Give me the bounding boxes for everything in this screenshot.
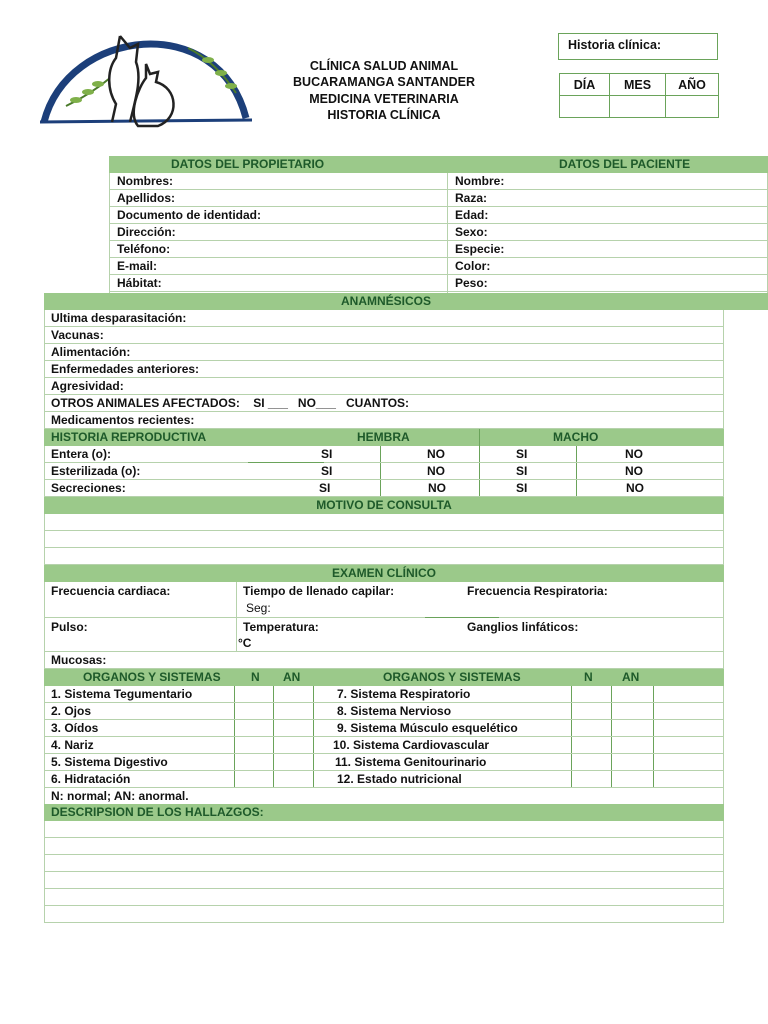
- anamnesis-row[interactable]: [44, 395, 724, 412]
- findings-header: [44, 804, 724, 821]
- anamnesis-row[interactable]: [44, 310, 724, 327]
- anamnesis-row[interactable]: [44, 412, 724, 429]
- previous-diseases-label: Enfermedades anteriores:: [51, 362, 200, 376]
- consult-line[interactable]: [44, 548, 724, 565]
- seconds-label: Seg:: [246, 601, 271, 615]
- female-intact-yes[interactable]: SI: [321, 447, 333, 461]
- last-deworming-label: Ultima desparasitación:: [51, 311, 187, 325]
- an-header-right: AN: [622, 670, 640, 684]
- n-header-right: N: [584, 670, 593, 684]
- female-secretions-yes[interactable]: SI: [319, 481, 331, 495]
- systems-row[interactable]: [44, 754, 724, 771]
- recent-medication-label: Medicamentos recientes:: [51, 413, 195, 427]
- exam-header: [44, 565, 724, 582]
- anamnesis-title: ANAMNÉSICOS: [340, 294, 431, 308]
- patient-field-age: Edad:: [455, 208, 489, 222]
- male-header: MACHO: [553, 430, 599, 444]
- clinic-name: CLÍNICA SALUD ANIMAL: [309, 59, 459, 73]
- lymph-nodes-label: Ganglios linfáticos:: [467, 620, 579, 634]
- date-table: [559, 73, 719, 118]
- female-header: HEMBRA: [357, 430, 410, 444]
- system-digestive: 5. Sistema Digestivo: [51, 755, 168, 769]
- female-sterilized-yes[interactable]: SI: [321, 464, 333, 478]
- reproductive-header: [44, 429, 724, 446]
- systems-row[interactable]: [44, 771, 724, 788]
- patient-field-name: Nombre:: [455, 174, 505, 188]
- findings-line[interactable]: [44, 838, 724, 855]
- owner-field-address: Dirección:: [117, 225, 176, 239]
- owner-row-1[interactable]: [109, 173, 768, 190]
- patient-field-species: Especie:: [455, 242, 505, 256]
- consult-header: [44, 497, 724, 514]
- owner-row-7[interactable]: [109, 275, 768, 292]
- owner-field-names: Nombres:: [117, 174, 174, 188]
- male-secretions-no[interactable]: NO: [626, 481, 644, 495]
- day-header: DÍA: [560, 74, 610, 96]
- male-intact-yes[interactable]: SI: [516, 447, 528, 461]
- female-intact-no[interactable]: NO: [427, 447, 445, 461]
- patient-field-color: Color:: [455, 259, 491, 273]
- exam-row-3[interactable]: [44, 652, 724, 669]
- anamnesis-row[interactable]: [44, 361, 724, 378]
- n-header-left: N: [251, 670, 260, 684]
- anamnesis-header: [44, 293, 768, 310]
- owner-patient-header: [109, 156, 768, 173]
- year-input[interactable]: [666, 96, 719, 118]
- respiratory-rate-label: Frecuencia Respiratoria:: [467, 584, 608, 598]
- system-ears: 3. Oídos: [51, 721, 99, 735]
- temperature-label: Temperatura:: [243, 620, 319, 634]
- systems-header-left: ORGANOS Y SISTEMAS: [83, 670, 221, 684]
- owner-title: DATOS DEL PROPIETARIO: [171, 157, 325, 171]
- system-genitourinary: 11. Sistema Genitourinario: [335, 755, 487, 769]
- owner-field-id: Documento de identidad:: [117, 208, 261, 222]
- systems-row[interactable]: [44, 720, 724, 737]
- systems-row[interactable]: [44, 686, 724, 703]
- history-number-field[interactable]: [558, 33, 718, 60]
- system-nose: 4. Nariz: [51, 738, 94, 752]
- findings-line[interactable]: [44, 906, 724, 923]
- system-respiratory: 7. Sistema Respiratorio: [337, 687, 471, 701]
- system-cardiovascular: 10. Sistema Cardiovascular: [333, 738, 490, 752]
- intact-label: Entera (o):: [51, 447, 111, 461]
- sterilized-label: Esterilizada (o):: [51, 464, 141, 478]
- owner-row-2[interactable]: [109, 190, 768, 207]
- systems-row[interactable]: [44, 737, 724, 754]
- male-sterilized-yes[interactable]: SI: [516, 464, 528, 478]
- owner-row-4[interactable]: [109, 224, 768, 241]
- month-input[interactable]: [610, 96, 666, 118]
- pulse-label: Pulso:: [51, 620, 88, 634]
- feeding-label: Alimentación:: [51, 345, 131, 359]
- findings-title: DESCRIPSION DE LOS HALLAZGOS:: [51, 805, 264, 819]
- celsius-unit: °C: [238, 636, 252, 650]
- systems-row[interactable]: [44, 703, 724, 720]
- day-input[interactable]: [560, 96, 610, 118]
- female-sterilized-no[interactable]: NO: [427, 464, 445, 478]
- system-musculoskeletal: 9. Sistema Músculo esquelético: [337, 721, 518, 735]
- reproductive-row-intact[interactable]: [44, 446, 724, 463]
- findings-line[interactable]: [44, 821, 724, 838]
- owner-row-3[interactable]: [109, 207, 768, 224]
- patient-field-weight: Peso:: [455, 276, 488, 290]
- heart-rate-label: Frecuencia cardiaca:: [51, 584, 171, 598]
- findings-line[interactable]: [44, 855, 724, 872]
- male-secretions-yes[interactable]: SI: [516, 481, 528, 495]
- year-header: AÑO: [666, 74, 719, 96]
- consult-line[interactable]: [44, 531, 724, 548]
- female-secretions-no[interactable]: NO: [428, 481, 446, 495]
- clinic-logo: [38, 18, 254, 136]
- clinic-header: [250, 58, 518, 123]
- systems-header-right: ORGANOS Y SISTEMAS: [383, 670, 521, 684]
- capillary-refill-label: Tiempo de llenado capilar:: [243, 584, 395, 598]
- other-animals-label: OTROS ANIMALES AFECTADOS: SI ___ NO___ CUANTOS:: [51, 396, 410, 410]
- system-nervous: 8. Sistema Nervioso: [337, 704, 452, 718]
- system-eyes: 2. Ojos: [51, 704, 92, 718]
- owner-row-6[interactable]: [109, 258, 768, 275]
- owner-field-phone: Teléfono:: [117, 242, 171, 256]
- exam-row-1[interactable]: [44, 582, 724, 618]
- secretions-label: Secreciones:: [51, 481, 126, 495]
- owner-field-surnames: Apellidos:: [117, 191, 176, 205]
- system-integumentary: 1. Sistema Tegumentario: [51, 687, 193, 701]
- owner-row-5[interactable]: [109, 241, 768, 258]
- systems-legend-row: [44, 788, 724, 805]
- consult-title: MOTIVO DE CONSULTA: [316, 498, 452, 512]
- systems-legend: N: normal; AN: anormal.: [51, 789, 189, 803]
- anamnesis-row[interactable]: [44, 327, 724, 344]
- reproductive-row-sterilized[interactable]: [44, 463, 724, 480]
- clinic-city: BUCARAMANGA SANTANDER: [293, 75, 475, 90]
- findings-line[interactable]: [44, 889, 724, 906]
- exam-title: EXAMEN CLÍNICO: [331, 566, 436, 580]
- history-number-label: Historia clínica:: [568, 38, 662, 52]
- document-title: HISTORIA CLÍNICA: [327, 107, 441, 122]
- month-header: MES: [610, 74, 666, 96]
- anamnesis-row[interactable]: [44, 378, 724, 395]
- exam-row-2[interactable]: [44, 618, 724, 652]
- anamnesis-row[interactable]: [44, 344, 724, 361]
- patient-field-breed: Raza:: [455, 191, 488, 205]
- findings-line[interactable]: [44, 872, 724, 889]
- consult-line[interactable]: [44, 514, 724, 531]
- male-sterilized-no[interactable]: NO: [625, 464, 643, 478]
- reproductive-title: HISTORIA REPRODUCTIVA: [51, 430, 207, 444]
- systems-header: [44, 669, 724, 686]
- aggressiveness-label: Agresividad:: [51, 379, 124, 393]
- vaccines-label: Vacunas:: [51, 328, 104, 342]
- an-header-left: AN: [283, 670, 301, 684]
- mucosa-label: Mucosas:: [51, 653, 107, 667]
- system-nutrition: 12. Estado nutricional: [337, 772, 462, 786]
- patient-title: DATOS DEL PACIENTE: [559, 157, 691, 171]
- reproductive-row-secretions[interactable]: [44, 480, 724, 497]
- owner-field-habitat: Hábitat:: [117, 276, 162, 290]
- clinic-specialty: MEDICINA VETERINARIA: [309, 91, 459, 106]
- male-intact-no[interactable]: NO: [625, 447, 643, 461]
- system-hydration: 6. Hidratación: [51, 772, 131, 786]
- owner-field-email: E-mail:: [117, 259, 158, 273]
- patient-field-sex: Sexo:: [455, 225, 488, 239]
